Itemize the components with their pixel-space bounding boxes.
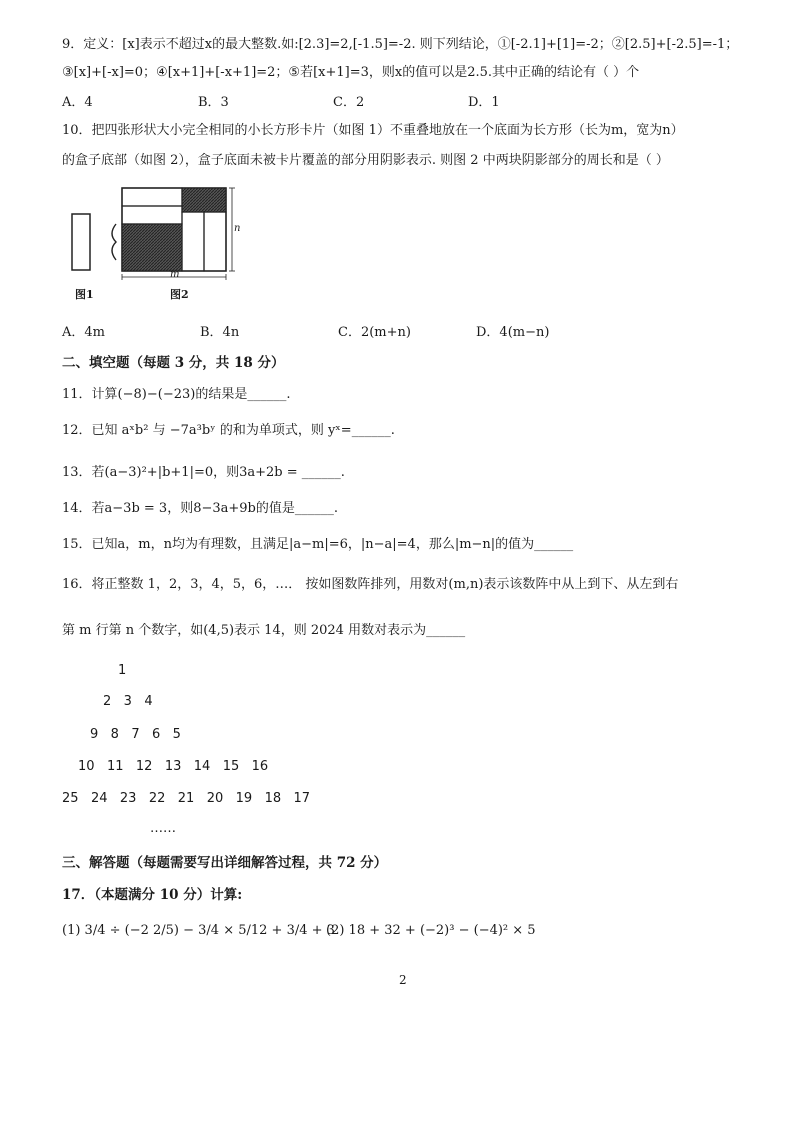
triangle-row-5: 25 24 23 22 21 20 19 18 17 (62, 791, 311, 806)
q17-part-2: (2) 18 + 32 + (−2)³ − (−4)² × 5 (326, 923, 536, 938)
q13: 13．若(a−3)²+|b+1|=0，则3a+2b = ______. (62, 465, 345, 480)
triangle-row-3: 9 8 7 6 5 (90, 727, 181, 742)
q12: 12．已知 aˣb² 与 −7a³bʸ 的和为单项式，则 yˣ=______. (62, 423, 395, 438)
shaded-region-bottom (122, 224, 182, 271)
figure-1-caption: 图1 (75, 288, 94, 301)
section-2-title: 二、填空题（每题 3 分，共 18 分） (62, 355, 285, 371)
q10-line2: 的盒子底部（如图 2），盒子底面未被卡片覆盖的部分用阴影表示. 则图 2 中两块阴影部分的周长和是（ ） (62, 153, 669, 168)
q11: 11．计算(−8)−(−23)的结果是______. (62, 387, 291, 402)
page-number: 2 (399, 973, 407, 987)
q16-line1: 16．将正整数 1，2，3，4，5，6，…． 按如图数阵排列，用数对(m,n)表示该数阵中从上到下、从左到右 (62, 577, 679, 592)
q10-option-b: B．4n (200, 325, 240, 340)
q9-option-a: A．4 (62, 95, 93, 110)
triangle-ellipsis: …… (150, 821, 176, 836)
q10-option-c: C．2(m+n) (338, 325, 411, 340)
q15: 15．已知a，m，n均为有理数，且满足|a−m|=6，|n−a|=4，那么|m−n|的值为______ (62, 537, 574, 552)
q17-title: 17．（本题满分 10 分）计算: (62, 887, 243, 903)
q9-option-b: B．3 (198, 95, 229, 110)
q10-option-d: D．4(m−n) (476, 325, 550, 340)
triangle-row-2: 2 3 4 (103, 694, 153, 709)
q17-part-1: (1) 3/4 ÷ (−2 2/5) − 3/4 × 5/12 + 3/4 + 3 (62, 923, 335, 938)
q9-line2: ③[x]+[-x]=0；④[x+1]+[-x+1]=2；⑤若[x+1]=3，则x的值可以是2.5.其中正确的结论有（ ）个 (62, 65, 640, 80)
figure-2-n-label: n (234, 223, 241, 234)
q14: 14．若a−3b = 3，则8−3a+9b的值是______. (62, 501, 339, 516)
triangle-row-1: 1 (118, 663, 127, 678)
figure-2-caption: 图2 (170, 288, 189, 301)
q10-option-a: A．4m (62, 325, 105, 340)
q9-line1: 9．定义：[x]表示不超过x的最大整数.如:[2.3]=2,[-1.5]=-2. 则下列结论，①[-2.1]+[1]=-2；②[2.5]+[-2.5]=-1； (62, 37, 739, 52)
q9-option-d: D．1 (468, 95, 500, 110)
shaded-region-top (182, 188, 226, 212)
q9-option-c: C．2 (333, 95, 365, 110)
triangle-row-4: 10 11 12 13 14 15 16 (78, 759, 269, 774)
section-3-title: 三、解答题（每题需要写出详细解答过程，共 72 分） (62, 855, 388, 871)
figure-2-m-label: m (170, 269, 180, 280)
q10-line1: 10．把四张形状大小完全相同的小长方形卡片（如图 1）不重叠地放在一个底面为长方形（长为m，宽为n） (62, 123, 684, 138)
q16-line2: 第 m 行第 n 个数字，如(4,5)表示 14，则 2024 用数对表示为______ (62, 623, 466, 638)
